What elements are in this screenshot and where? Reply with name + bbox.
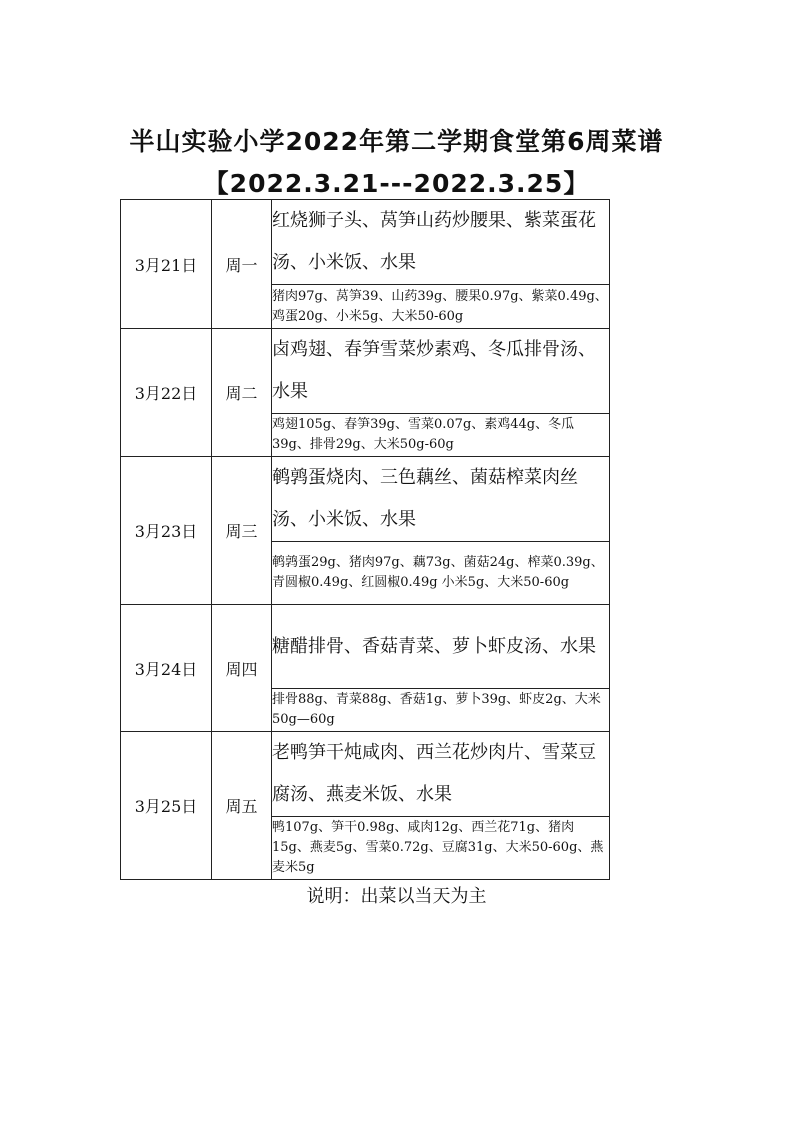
date-cell: 3月21日	[121, 200, 212, 329]
menu-row-thursday	[121, 605, 610, 689]
menu-row-wednesday	[121, 457, 610, 542]
ingredients-cell: 猪肉97g、莴笋39、山药39g、腰果0.97g、紫菜0.49g、鸡蛋20g、小米5g、大米50-60g	[272, 285, 610, 329]
date-range: 【2022.3.21---2022.3.25】	[203, 169, 590, 198]
weekday-cell: 周四	[212, 605, 272, 732]
weekday-cell: 周二	[212, 329, 272, 457]
menu-row-friday	[121, 732, 610, 817]
weekday-cell: 周五	[212, 732, 272, 880]
date-cell: 3月25日	[121, 732, 212, 880]
dishes-cell: 卤鸡翅、春笋雪菜炒素鸡、冬瓜排骨汤、水果	[272, 329, 610, 414]
ingredients-cell: 鹌鹑蛋29g、猪肉97g、藕73g、菌菇24g、榨菜0.39g、青圆椒0.49g、红圆椒0.49g 小米5g、大米50-60g	[272, 542, 610, 605]
dishes-cell: 糖醋排骨、香菇青菜、萝卜虾皮汤、水果	[272, 605, 610, 689]
ingredients-cell: 鸭107g、笋干0.98g、咸肉12g、西兰花71g、猪肉15g、燕麦5g、雪菜0.72g、豆腐31g、大米50-60g、燕麦米5g	[272, 817, 610, 880]
menu-row-monday	[121, 200, 610, 285]
dishes-cell: 老鸭笋干炖咸肉、西兰花炒肉片、雪菜豆腐汤、燕麦米饭、水果	[272, 732, 610, 817]
weekday-cell: 周三	[212, 457, 272, 605]
footnote: 说明：出菜以当天为主	[306, 886, 487, 907]
dishes-cell: 红烧狮子头、莴笋山药炒腰果、紫菜蛋花汤、小米饭、水果	[272, 200, 610, 285]
weekday-cell: 周一	[212, 200, 272, 329]
page-title: 半山实验小学2022年第二学期食堂第6周菜谱	[129, 127, 664, 156]
menu-row-tuesday	[121, 329, 610, 414]
menu-table	[120, 199, 610, 880]
ingredients-cell: 鸡翅105g、春笋39g、雪菜0.07g、素鸡44g、冬瓜39g、排骨29g、大米50g-60g	[272, 414, 610, 457]
date-cell: 3月24日	[121, 605, 212, 732]
dishes-cell: 鹌鹑蛋烧肉、三色藕丝、菌菇榨菜肉丝汤、小米饭、水果	[272, 457, 610, 542]
date-cell: 3月23日	[121, 457, 212, 605]
date-cell: 3月22日	[121, 329, 212, 457]
ingredients-cell: 排骨88g、青菜88g、香菇1g、萝卜39g、虾皮2g、大米50g—60g	[272, 689, 610, 732]
